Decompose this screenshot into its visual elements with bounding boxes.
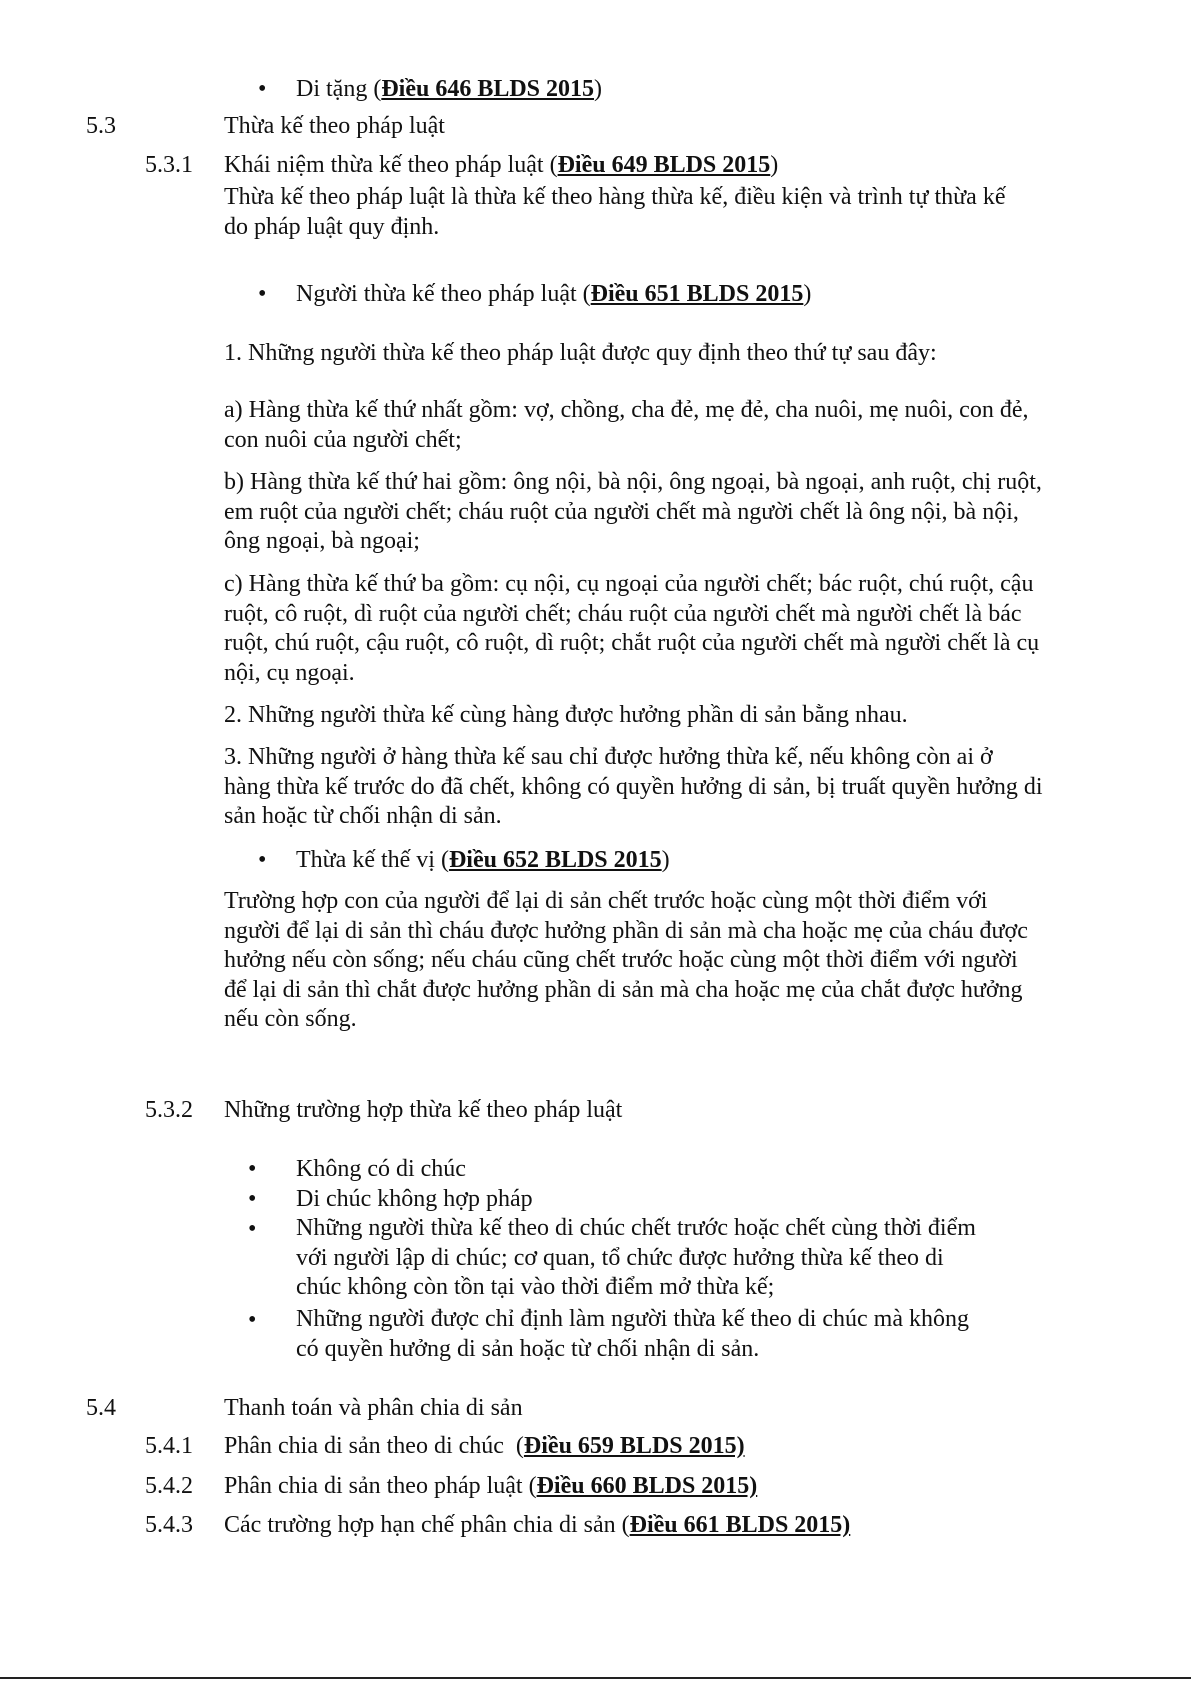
law-reference-link[interactable]: Điều 649 BLDS 2015: [557, 152, 771, 178]
list-item: Những người được chỉ định làm người thừa kế theo di chúc mà không có quyền hưởng di sản hoặc từ chối nhận di sản.: [296, 1306, 969, 1362]
subsection-number: 5.3.2: [145, 1097, 193, 1123]
paragraph-representation: Trường hợp con của người để lại di sản chết trước hoặc cùng một thời điểm với người để lại di sản thì cháu được hưởng phần di sản mà cha hoặc mẹ của cháu được hưởng nếu còn sống; nếu cháu cũng chết trước hoặc cùng một thời điểm với người để lại di sản thì chắt được hưởng phần di sản mà cha hoặc mẹ của chắt được hưởng nếu còn sống.: [224, 888, 1028, 1032]
subsection-number: 5.4.2: [145, 1473, 193, 1499]
section-title: Thanh toán và phân chia di sản: [224, 1395, 523, 1421]
subsection-number: 5.4.3: [145, 1512, 193, 1538]
bullet-icon: •: [258, 847, 267, 873]
subsection-number: 5.3.1: [145, 152, 193, 178]
bullet-icon: •: [258, 76, 267, 102]
paragraph-third-rank: c) Hàng thừa kế thứ ba gồm: cụ nội, cụ ngoại của người chết; bác ruột, chú ruột, cậu ruột, cô ruột, dì ruột của người chết; cháu ruột của người chết mà người chết là bác ruột, chú ruột, cậu ruột, cô ruột, dì ruột; chắt ruột của người chết mà người chết là cụ nội, cụ ngoại.: [224, 571, 1040, 686]
paragraph-equal-share: 2. Những người thừa kế cùng hàng được hưởng phần di sản bằng nhau.: [224, 702, 908, 728]
bullet-icon: •: [248, 1307, 257, 1333]
section-number: 5.4: [86, 1395, 116, 1421]
list-item: Những người thừa kế theo di chúc chết trước hoặc chết cùng thời điểm với người lập di chúc; cơ quan, tổ chức được hưởng thừa kế theo di chúc không còn tồn tại vào thời điểm mở thừa kế;: [296, 1215, 976, 1300]
law-reference-link[interactable]: Điều 646 BLDS 2015: [381, 76, 595, 102]
section-title: Thừa kế theo pháp luật: [224, 113, 445, 139]
paragraph-second-rank: b) Hàng thừa kế thứ hai gồm: ông nội, bà nội, ông ngoại, bà ngoại, anh ruột, chị ruột, em ruột của người chết; cháu ruột của người chết mà người chết là ông nội, bà nội, ông ngoại, bà ngoại;: [224, 469, 1042, 554]
definition-paragraph: Thừa kế theo pháp luật là thừa kế theo hàng thừa kế, điều kiện và trình tự thừa kế do pháp luật quy định.: [224, 184, 1006, 240]
law-reference-link[interactable]: Điều 659 BLDS 2015): [523, 1433, 745, 1459]
law-reference-link[interactable]: Điều 661 BLDS 2015): [629, 1512, 851, 1538]
bullet-di-tang: Di tặng (Điều 646 BLDS 2015): [296, 76, 603, 102]
law-reference-link[interactable]: Điều 651 BLDS 2015: [590, 281, 804, 307]
subsection-title: Phân chia di sản theo di chúc (Điều 659 BLDS 2015): [224, 1433, 745, 1459]
page-bottom-divider: [0, 1677, 1191, 1679]
paragraph-later-rank: 3. Những người ở hàng thừa kế sau chỉ được hưởng thừa kế, nếu không còn ai ở hàng thừa kế trước do đã chết, không có quyền hưởng di sản, bị truất quyền hưởng di sản hoặc từ chối nhận di sản.: [224, 744, 1043, 829]
subsection-title: Khái niệm thừa kế theo pháp luật (Điều 649 BLDS 2015): [224, 152, 779, 178]
section-number: 5.3: [86, 113, 116, 139]
subsection-number: 5.4.1: [145, 1433, 193, 1459]
list-item: Không có di chúc: [296, 1156, 466, 1182]
subsection-title: Phân chia di sản theo pháp luật (Điều 660 BLDS 2015): [224, 1473, 758, 1499]
subsection-title: Những trường hợp thừa kế theo pháp luật: [224, 1097, 623, 1123]
bullet-icon: •: [248, 1186, 257, 1212]
list-item: Di chúc không hợp pháp: [296, 1186, 533, 1212]
paragraph-order: 1. Những người thừa kế theo pháp luật được quy định theo thứ tự sau đây:: [224, 340, 937, 366]
bullet-icon: •: [248, 1156, 257, 1182]
paragraph-first-rank: a) Hàng thừa kế thứ nhất gồm: vợ, chồng, cha đẻ, mẹ đẻ, cha nuôi, mẹ nuôi, con đẻ, con nuôi của người chết;: [224, 397, 1029, 453]
bullet-icon: •: [258, 281, 267, 307]
law-reference-link[interactable]: Điều 660 BLDS 2015): [536, 1473, 758, 1499]
subsection-title: Các trường hợp hạn chế phân chia di sản (Điều 661 BLDS 2015): [224, 1512, 851, 1538]
bullet-representation: Thừa kế thế vị (Điều 652 BLDS 2015): [296, 847, 670, 873]
bullet-heirs-by-law: Người thừa kế theo pháp luật (Điều 651 BLDS 2015): [296, 281, 812, 307]
law-reference-link[interactable]: Điều 652 BLDS 2015: [448, 847, 662, 873]
bullet-icon: •: [248, 1216, 257, 1242]
